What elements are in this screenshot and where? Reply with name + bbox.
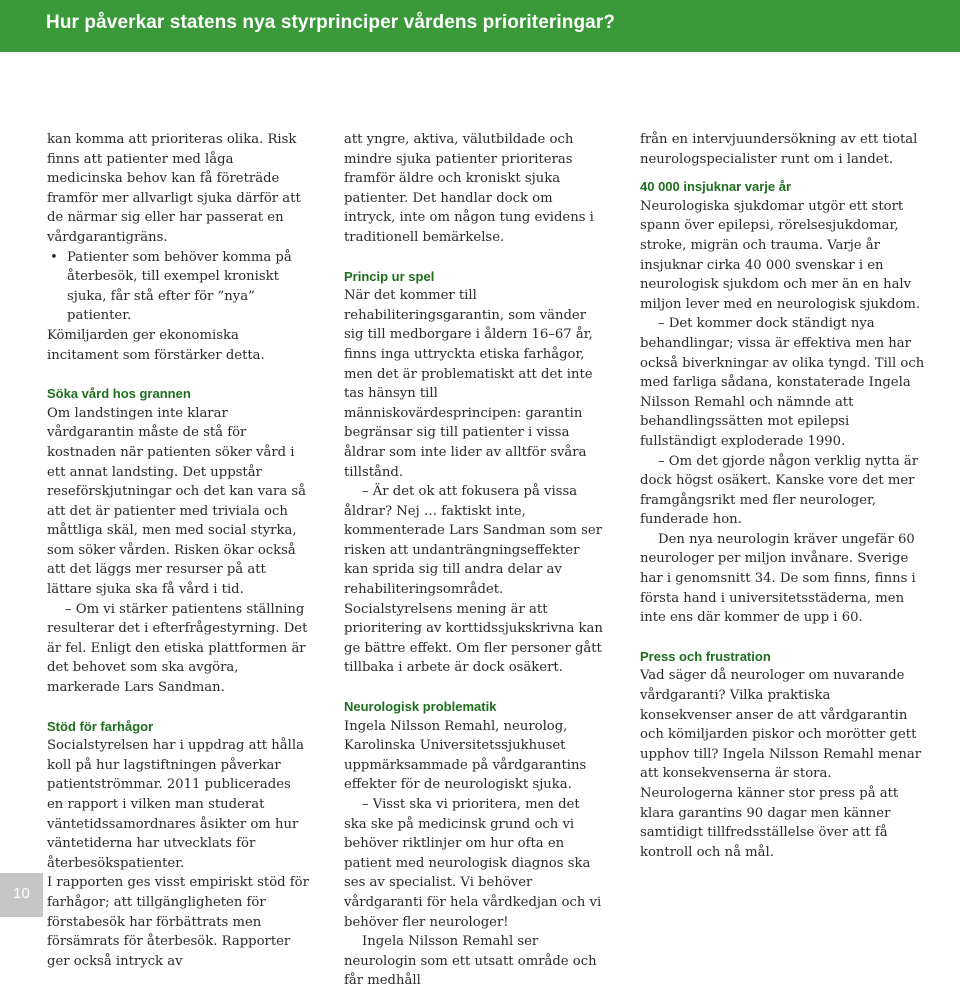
- paragraph: – Är det ok att fokusera på vissa åldrar? Nej … faktiskt inte, kommenterade Lars Sandman som ser risken att undanträngningseffekter kan sprida sig till andra delar av rehabiliteringsområdet. Socialstyrelsens mening är att prioritering av korttidssjukskrivna kan ge bättre effekt. Om fler personer gått tillbaka i arbete är dock osäkert.: [344, 484, 603, 676]
- paragraph: – Det kommer dock ständigt nya behandlingar; vissa är effektiva men har också biverkningar av olika tyngd. Till och med farliga sådana, konstaterade Ingela Nilsson Remahl och nämnde att behandlingssätten mot epilepsi fullständigt exploderade 1990.: [640, 316, 925, 449]
- paragraph: Kömiljarden ger ekonomiska incitament som förstärker detta.: [47, 327, 265, 363]
- column-2: [344, 130, 606, 991]
- paragraph: När det kommer till rehabiliteringsgarantin, som vänder sig till medborgare i åldern 16–67 år, finns inga uttryckta etiska farhågor, men det är problematiskt att det inte tas hänsyn till människovärdesprincipen: garantin begränsar sig till patienter i vissa åldrar som inte lider av alltför svåra tillstånd.: [344, 288, 593, 480]
- subheading: Söka vård hos grannen: [47, 386, 191, 402]
- subheading: Neurologisk problematik: [344, 699, 497, 715]
- bullet-icon: •: [50, 249, 58, 265]
- column-1: [47, 130, 309, 971]
- paragraph: Ingela Nilsson Remahl ser neurologin som ett utsatt område och får medhåll: [344, 934, 597, 989]
- header-bar: [0, 0, 960, 52]
- paragraph: Vad säger då neurologer om nuvarande vårdgaranti? Vilka praktiska konsekvenser anser de att vårdgarantin och kömiljarden piskor och morötter gett upphov till? Ingela Nilsson Remahl menar att konsekvenserna är stora. Neurologerna känner stor press på att klara garantins 90 dagar men känner samtidigt tillfredsställelse över att få kontroll och nå mål.: [640, 668, 921, 860]
- page-number: 10: [13, 885, 30, 902]
- bullet-item: [47, 248, 309, 326]
- subheading: Stöd för farhågor: [47, 718, 154, 734]
- paragraph: – Om det gjorde någon verklig nytta är dock högst osäkert. Kanske vore det mer framgångsrikt med fler neurologer, funderade hon.: [640, 453, 919, 528]
- page-title: Hur påverkar statens nya styrprinciper vårdens prioriteringar?: [46, 12, 616, 33]
- subheading: 40 000 insjuknar varje år: [640, 179, 792, 195]
- paragraph: Om landstingen inte klarar vårdgarantin måste de stå för kostnaden när patienten söker vård i ett annat landsting. Det uppstår reseförskjutningar och det kan vara så att det är patienter med triviala och måttliga skäl, men med social styrka, som söker vården. Risken ökar också att det läggs mer resurser på att lättare sjuka ska få vård i tid.: [47, 405, 307, 598]
- bullet-text: Patienter som behöver komma på återbesök, till exempel kroniskt sjuka, får stå efter för ”nya” patienter.: [67, 249, 292, 324]
- paragraph: I rapporten ges visst empiriskt stöd för farhågor; att tillgängligheten för förstabesök har förbättrats men försämrats för återbesök. Rapporter ger också intryck av: [47, 875, 309, 969]
- paragraph: Den nya neurologin kräver ungefär 60 neurologer per miljon invånare. Sverige har i genomsnitt 34. De som finns, finns i första hand i universitetsstäderna, men inte ens där kommer de upp i 60.: [640, 531, 916, 626]
- subheading: Princip ur spel: [344, 268, 435, 284]
- paragraph: att yngre, aktiva, välutbildade och mindre sjuka patienter prioriteras framför äldre och kroniskt sjuka patienter. Det handlar dock om intryck, inte om någon tung evidens i traditionell bemärkelse.: [344, 132, 594, 245]
- paragraph: – Visst ska vi prioritera, men det ska ske på medicinsk grund och vi behöver riktlinjer om hur ofta en patient med neurologisk diagnos ska ses av specialist. Vi behöver vårdgaranti för hela vårdkedjan och vi behöver fler neurologer!: [344, 797, 602, 930]
- paragraph: Neurologiska sjukdomar utgör ett stort spann över epilepsi, rörelsesjukdomar, stroke, migrän och trauma. Varje år insjuknar cirka 40 000 svenskar i en neurologisk sjukdom och mer än en halv miljon lever med en neurologisk sjukdom.: [640, 198, 921, 312]
- paragraph: Ingela Nilsson Remahl, neurolog, Karolinska Universitetssjukhuset uppmärksammade på vårdgarantins effekter för de neurologiskt sjuka.: [344, 718, 587, 793]
- paragraph: kan komma att prioriteras olika. Risk finns att patienter med låga medicinska behov kan få företräde framför mer allvarligt sjuka därför att de närmar sig eller har passerat en vårdgarantigräns.: [47, 132, 301, 245]
- column-3: [640, 130, 925, 862]
- page-number-box: [0, 873, 43, 917]
- subheading: Press och frustration: [640, 648, 771, 664]
- paragraph: – Om vi stärker patientens ställning resulterar det i efterfrågestyrning. Det är fel. Enligt den etiska plattformen är det behovet som ska avgöra, markerade Lars Sandman.: [47, 601, 308, 696]
- paragraph: Socialstyrelsen har i uppdrag att hålla koll på hur lagstiftningen påverkar patientströmmar. 2011 publicerades en rapport i vilken man studerat väntetidssamordnares åsikter om hur väntetiderna har utvecklats för återbesökspatienter.: [47, 738, 304, 871]
- paragraph: från en intervjuundersökning av ett tiotal neurologspecialister runt om i landet.: [640, 132, 918, 167]
